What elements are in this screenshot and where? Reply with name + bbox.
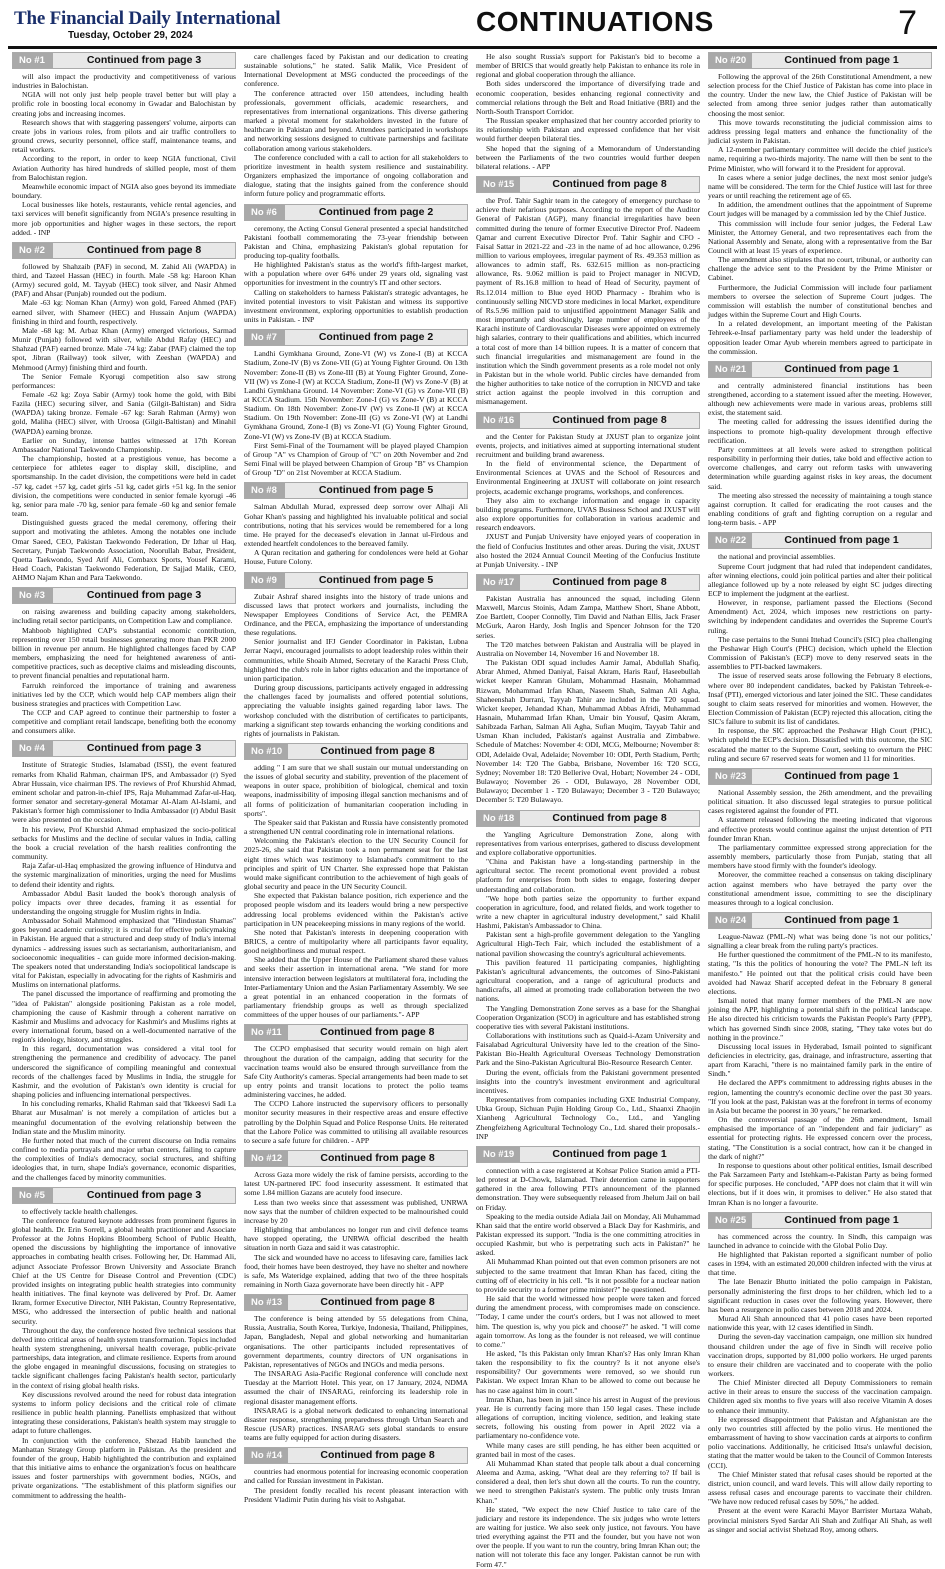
article [244, 204, 468, 325]
paragraph: The case pertains to the Sunni Ittehad Council's (SIC) plea challenging the Peshawar High Court's (PHC) decision, which upheld the Election Commission of Pakistan's (ECP) move to deny reserved seats in the assemblies to PTI-backed lawmakers. [708, 634, 932, 672]
article [244, 743, 468, 1019]
article-number: No #2 [13, 243, 53, 258]
paragraph: This pavilion featured 11 participating companies, highlighting Pakistan's agricultural advancements, the outcomes of Sino-Pakistani agricultural cooperation, and a range of agricultural products and handicrafts, all aimed at promoting trade collaboration between the two nations. [476, 957, 700, 1004]
paragraph: Supreme Court judgment that had ruled that independent candidates, after winning elections, could join political parties and alter their political allegiance followed up by a note released by eight SC judges directing ECP to implement the judgment at the earliest. [708, 561, 932, 598]
paragraph: Mahboob highlighted CAP's substantial economic contribution, representing over 150 retail businesses generating more than PKR 2000 billion in revenue per annum. He highlighted challenges faced by CAP members, emphasizing the need for heightened awareness of anti-competitive practices, such as deceptive claims and misleading discounts, to prevent financial penalties and reputational harm. [12, 625, 236, 681]
paragraph: Farrukh reinforced the importance of training and awareness initiatives led by the CCP, which would help CAP members align their business strategies and practices with Competition Law. [12, 680, 236, 708]
article-title: Continued from page 8 [320, 1152, 435, 1165]
paragraph: care challenges faced by Pakistan and our dedication to creating sustainable solutions," he stated. Salik Malik, Vice President of International Development at MSG conducted the proceedings of the conference. [244, 52, 468, 89]
article-title: Continued from page 2 [318, 205, 434, 218]
article-body [476, 830, 700, 1141]
article-number: No #11 [245, 1025, 288, 1040]
paragraph: Ambassador Abdul Basit lauded the book's thorough analysis of policy impacts over three decades, framing it as essential for understanding the ongoing struggle for Muslim rights in India. [12, 888, 236, 916]
article-number: No #3 [13, 588, 53, 603]
article [12, 52, 236, 237]
paragraph: The championship, hosted at a prestigious venue, has become a centerpiece for athletes eager to display skill, discipline, and sportsmanship. In the cadet division, the competitions were held in cadet -57 kg, cadet +57 kg, cadet girls -51 kg, cadet girls +51 kg. In the senior division, the competitions were conducted in senior female kyorugi -46 kg, senior para male -70 kg, senior para female -60 kg and senior female team. [12, 454, 236, 519]
paragraph: The amendment also stipulates that no court, tribunal, or authority can challenge the advice sent to the President by the Prime Minister or Cabinet. [708, 255, 932, 283]
paragraph: Present at the event were Karachi Mayor Barrister Murtaza Wahab, provincial ministers Syed Sardar Ali Shah and Zulfiqar Ali Shah, as well as singer and social activist Shehzad Roy, among others. [708, 1506, 932, 1534]
paragraph: A statement released following the meeting indicated that vigorous and effective protests would continue against the unjust detention of PTI founder Imran Khan. [708, 815, 932, 843]
article-body [244, 763, 468, 1019]
paragraph: NGIA will not only just help people travel better but will play a prolific role in boosting local economy in Gwadar and Balochistan by creating jobs and increasing incomes. [12, 90, 236, 118]
paragraph: In response, the SIC approached the Peshawar High Court (PHC), which upheld the ECP's decision. Dissatisfied with this outcome, the SIC escalated the matter to the Supreme Court, seeking to overturn the PHC ruling and secure 67 reserved seats for women and 11 for minorities. [708, 726, 932, 763]
paragraph: She hoped that the signing of a Memorandum of Understanding between the Parliaments of the two countries would further deepen bilateral relations. - APP [476, 143, 700, 171]
article-header [12, 587, 236, 604]
paragraph: He said that the world witnessed how people were taken and forced during the amendment process, with compromises made on conscience. "Today, I came under the court's orders, but I was not allowed to meet him. The question is, why you pick and choose?" he asked. "I will come again tomorrow. As long as the founder is not released, we will continue to come." [476, 1294, 700, 1349]
article [244, 1447, 468, 1504]
article-header [708, 1212, 932, 1229]
page-number: 7 [898, 4, 917, 42]
article-body [244, 52, 468, 199]
paragraph: Welcoming the Pakistan's election to the UN Security Council for 2025-26, she said that Pakistan took a non permanent seat for the last eight times which was testimony to Islamabad's commitment to the principles and spirit of UN Charter. She expressed hope that Pakistan would make significant contribution to the achievement of high goals of global security and peace in the UN Security Council. [244, 836, 468, 892]
article-number: No #15 [477, 177, 520, 192]
paragraph: Throughout the day, the conference hosted five technical sessions that delved into critical areas of health system transformation. Topics included health system strengthening, universal health coverage, public-private partnerships, data integration, and climate resilience. Experts from around the globe engaged in meaningful discussions, focusing on strategies to tackle significant challenges facing Pakistan's health sector, particularly in the context of rising global health risks. [12, 1325, 236, 1390]
paragraph: He further noted that much of the current discourse on India remains confined to media portrayals and major urban centers, failing to capture the complexities of India's democracy, social structures, and shifting ideologies that, in turn, shape India's governance, economic disparities, and the challenges faced by minority communities. [12, 1135, 236, 1182]
paragraph: The conference attracted over 150 attendees, including health professionals, government officials, academic researchers, and representatives from international organizations. This diverse gathering marked a pivotal moment for stakeholders invested in the future of healthcare in Pakistan and beyond. Attendees participated in workshops and networking sessions designed to cultivate partnerships and facilitate collaboration among various stakeholders. [244, 88, 468, 153]
paragraph: This move towards reconstituting the judicial commission aims to address pressing legal matters and enhance the functionality of the judicial system in Pakistan. [708, 117, 932, 146]
paragraph: The sick and wounded have no access to lifesaving care, families lack food, their homes have been destroyed, they have no shelter and nowhere is safe, Ms Wateridge explained, adding that two of the three hospitals remaining in North Gaza governorate have been directly hit - APP [244, 1252, 468, 1289]
paragraph: He expressed disappointment that Pakistan and Afghanistan are the only two countries still affected by the polio virus. He mentioned the embarrassment of having to show vaccination cards at airports to confirm polio vaccinations. Additionally, he criticised Ittsa's unlawful decision, stating that the matter would be taken to the Council of Common Interests (CCI). [708, 1414, 932, 1470]
article-body [476, 196, 700, 407]
paragraph: League-Nawaz (PML-N) what was being done 'is not our politics,' signalling a clear break from the ruling party's practices. [708, 931, 932, 951]
paragraph: Ambassador Sohail Mahmood emphasized that "Hindustan Shamas" goes beyond academic curiosity; it is crucial for effective policymaking in Pakistan. He argued that a structured and deep study of India's internal dynamics - addressing issues such as sectarianism, authoritarianism, and socioeconomic inequalities - can guide more informed decision-making. The speakers noted that understanding India's sociopolitical landscape is vital for Pakistan, especially in advocating for the rights of Kashmiris and Muslims on international platforms. [12, 916, 236, 990]
paragraph: However, in response, parliament passed the Elections (Second Amendment) Act, 2024, which imposes new restrictions on party-switching by independent candidates and overrides the Supreme Court's ruling. [708, 598, 932, 635]
article [244, 482, 468, 566]
article-body [244, 1044, 468, 1145]
paragraph: Highlighting that ambulances no longer run and civil defence teams have stopped operating, the UNRWA official described the health situation in north Gaza and said it was catastrophic. [244, 1225, 468, 1253]
masthead [8, 4, 937, 44]
paragraph: The Yangling Demonstration Zone serves as a base for the Shanghai Cooperation Organization (SCO) in agriculture and has established strong cooperative ties with several Pakistani institutions. [476, 1003, 700, 1031]
paragraph: First Semi-Final of the Tournament will be played played Champion of Group "A" vs Champion of Group of "C" on 20th November and 2nd Semi Final will be played between Champion of Group "B" vs Champion of Group "D" on 21st November at KCCA Stadium. [244, 440, 468, 478]
article [708, 532, 932, 763]
article-body [244, 1314, 468, 1442]
article-body [708, 1232, 932, 1534]
paragraph: During the event, officials from the Pakistani government presented insights into the country's investment environment and agricultural incentives. [476, 1067, 700, 1095]
paragraph: In this regard, documentation was considered a vital tool for strengthening the permanence and credibility of advocacy. The panel underscored the significance of compiling meaningful and contextual records of the challenges faced by Muslims in India, the struggle for Kashmir, and the evolution of Pakistan's own identity is crucial for shaping policies and influencing international perspectives. [12, 1044, 236, 1100]
article-title: Continued from page 1 [784, 769, 899, 782]
article-body [12, 1207, 236, 1500]
paragraph: JXUST and Punjab University have enjoyed years of cooperation in the field of Confucius Institutes and other areas. During the visit, JXUST also hosted the 2024 Annual Council Meeting of the Confucius Institute at Punjab University. - INP [476, 532, 700, 569]
paragraph: Earlier on Sunday, intense battles witnessed at 17th Korean Ambassador National Taekwondo Championship. [12, 435, 236, 454]
article-title: Continued from page 3 [86, 742, 202, 755]
newspaper-name: The Financial Daily International [14, 8, 281, 29]
paragraph: The meeting called for addressing the issues identified during the inspections to promote high-quality development through effective rectification. [708, 417, 932, 445]
article-header [12, 52, 236, 69]
article-body [708, 552, 932, 763]
paragraph: He declared the APP's commitment to addressing rights abuses in the region, lamenting the country's economic decline over the past 30 years. "If you look at the past, Pakistan was at the forefront in terms of economy in Asia but became the poorest in 30 years," he remarked. [708, 1078, 932, 1115]
article-header [12, 740, 236, 757]
article-number: No #12 [245, 1151, 288, 1166]
article [12, 242, 236, 582]
article-number: No #9 [245, 573, 285, 588]
paragraph: He highlighted that Pakistan reported a significant number of polio cases in 1994, with an estimated 20,000 children infected with the virus at that time. [708, 1249, 932, 1278]
paragraph: The conference is being attended by 55 delegations from China, Russia, Australia, South Korea, Turkiye, Indonesia, Thailand, Philippines, Japan, Bangladesh, Nepal and global networking and humanitarian organisations. The other participants included representatives of government departments, country directors of UN organisations in Pakistan, representatives of NGOs and INGOs and media persons. [244, 1314, 468, 1369]
paragraph: In addition, the amendment outlines that the appointment of Supreme Court judges will be managed by a commission led by the Chief Justice. [708, 200, 932, 219]
paragraph: In cases where a senior judge declines, the next most senior judge's name will be considered. The term for the Chief Justice will last for three years or until reaching the retirement age of 65. [708, 172, 932, 201]
article [476, 52, 700, 171]
paragraph: He also sought Russia's support for Pakistan's bid to become a member of BRICS that would greatly help Pakistan to enhance its role in regional and global cooperation through the alliance. [476, 52, 700, 80]
article-body [476, 1166, 700, 1569]
paragraph: will also impact the productivity and competitiveness of various industries in Balochistan. [12, 72, 236, 91]
article-body [12, 72, 236, 237]
article-number: No #1 [13, 53, 53, 68]
paragraph: The president fondly recalled his recent pleasant interaction with President Vladimir Putin during his visit to Ashgabat. [244, 1485, 468, 1504]
article-header [476, 412, 700, 429]
article-number: No #21 [709, 362, 752, 377]
article-header [244, 743, 468, 760]
paragraph: The Senior Female Kyorugi competition also saw strong performances: [12, 371, 236, 390]
paragraph: Speaking to the media outside Adiala Jail on Monday, Ali Muhammad Khan said that the entire world observed a Black Day for Kashmiris, and Pakistan expressed its support. "India is the one committing atrocities in occupied Kashmir, but who is perpetrating such acts in Pakistan?" he asked. [476, 1211, 700, 1258]
paragraph: Both sides underscored the importance of diversifying trade and economic cooperation, besides enhancing regional connectivity and commercial relations through the Belt and Road Initiative (BRI) and the North-South Transport Corridor. [476, 79, 700, 116]
article-number: No #25 [709, 1213, 752, 1228]
article-title: Continued from page 8 [552, 575, 667, 588]
paragraph: Calling on stakeholders to harness Pakistan's strategic advantages, he invited potential investors to visit Pakistan and witness its supportive investment environment, exploring opportunities to establish production units in Pakistan. - INP [244, 287, 468, 325]
article-number: No #24 [709, 913, 752, 928]
article [244, 329, 468, 477]
paragraph: She noted that Pakistan's interests in deepening cooperation with BRICS, a centre of multipolarity where all participants favor equality, good neighborliness and mutual respect. [244, 927, 468, 956]
paragraph: Pakistan sent a high-profile government delegation to the Yangling Agricultural High-Tech Fair, which included the establishment of a national pavilion showcasing the country's agricultural achievements. [476, 930, 700, 958]
article-header [708, 52, 932, 69]
paragraph: Furthermore, the Judicial Commission will include four parliament members to oversee the selection of Supreme Court judges. The commission will establish the number of constitutional benches and judges within the Supreme Court and High Courts. [708, 282, 932, 320]
column-2 [244, 52, 468, 1524]
article-title: Continued from page 3 [86, 589, 202, 602]
paragraph: She added that the Upper House of the Parliament shared these values and seeks their assertion in international arena. "We stand for more intensive interaction between legislators at multilateral fora, including the Inter-Parliamentary Union and the Asian Parliamentary Assembly. We see a great potential in an enhanced cooperation in the formats of parliamentary friendship groups as well as through specialized committees of the upper houses of our parliaments."- APP [244, 955, 468, 1020]
article [12, 587, 236, 735]
article-body [244, 1467, 468, 1504]
article-header [244, 482, 468, 499]
article-body [708, 72, 932, 356]
paragraph: Murad Ali Shah announced that 41 polio cases have been reported nationwide this year, with 12 cases identified in Sindh. [708, 1314, 932, 1333]
article-title: Continued from page 1 [784, 534, 899, 547]
paragraph: The conference concluded with a call to action for all stakeholders to prioritize investment in health system resilience and sustainability. Organizers emphasized the importance of ongoing collaboration and dialogue, stating that the insights gained from the conference should inform future policy and programmatic efforts. [244, 152, 468, 199]
paragraph: He highlighted Pakistan's status as the world's fifth-largest market, with a population where over 64% under 29 years old, signaling vast opportunities for investment in the country's IT and other sectors. [244, 260, 468, 288]
paragraph: The late Benazir Bhutto initiated the polio campaign in Pakistan, personally administering the first drops to her children, which led to a significant reduction in cases over the following years. However, there has been a resurgence in polio cases between 2018 and 2024. [708, 1277, 932, 1314]
article-number: No #14 [245, 1448, 288, 1463]
article [708, 52, 932, 356]
article-body [12, 262, 236, 582]
article-number: No #5 [13, 1188, 53, 1203]
paragraph: The CCPO emphasised that security would remain on high alert throughout the duration of the campaign, adding that security for the vaccination teams would also be ensured through surveillance from the Safe City Authority's cameras. Special arrangements had been made to set up entry points and transit locations to protect the polio teams administering vaccines, he added. [244, 1044, 468, 1100]
paragraph: In a related development, an important meeting of the Pakistan Tehreek-e-Insaf parliamentary party was held under the leadership of opposition leader Omar Ayub wherein members agreed to participate in the commission. [708, 319, 932, 356]
article [708, 1212, 932, 1534]
article-number: No #13 [245, 1295, 288, 1310]
paragraph: Ismail noted that many former members of the PML-N are now joining the APP, highlighting a potential shift in the political landscape. He also directed his criticism towards the Pakistan People's Party (PPP), which has governed Sindh since 2008, stating, "They take votes but do nothing in the province." [708, 996, 932, 1042]
paragraph: The Chief Minister stated that refusal cases should be reported at the district, union council, and ward levels. This will allow daily reporting to assess refusal cases and encourage parents to vaccinate their children. "We have now reduced refusal cases by 50%," he added. [708, 1469, 932, 1507]
paragraph: On the controversial passage of the 26th amendment, Ismail emphasised the importance of an "independent and fair judiciary" as essential for protecting rights. He expressed concern over the process, stating, "The Constitution is a social contract, how can it be changed in the dark of night?" [708, 1115, 932, 1161]
article-header [708, 532, 932, 549]
paragraph: the Prof. Tahir Saghir team in the category of emergency purchase to achieve their nefarious purposes. According to the report of the Auditor General of Pakistan (AGP), many financial irregularities have been committed during the tenure of former Executive Director Prof. Nadeem Qamar and current Executive Director Prof. Tahir Saghir and CFO - Faisal Sattar in 2021-22 and -23 in the name of ad hoc allowance, 0.296 million to various employees, irregular payment of Rs. 49.353 million as allowances to admin staff, Rs. 632.615 million as non-practicing allowance, Rs. 9.062 million is paid to Project manager in NICVD, payment of Rs.16.8 million to head of Head of Security, payment of Rs.12.014 million to Blue eyed HOD Pharmacy - Ibrahim who is continuously selling NICVD store medicines in local Market, expenditure of Rs.5.96 million paid to unjustified appointment Manager Salik and most importantly and shockingly, large number of employees of the Karachi institute of Cardiovascular Diseases were appointed on extremely high salaries, contrary to their qualifications and abilities, which incurred a total cost of more than 14 billion rupees. It is a matter of concern that such financial irregularities and mismanagement are found in the institution which the Sindh government presents as a role model not only in Pakistan but in the whole world. Public circles have demanded from the higher authorities to take notice of the corruption in NICVD and take strict action against the people involved in this corruption and mismanagement. [476, 196, 700, 407]
paragraph: Less than two weeks since that assessment was published, UNRWA now says that the number of children expected to be malnourished could increase by 20 [244, 1197, 468, 1225]
paragraph: In the field of environmental science, the Department of Environmental Sciences at UVAS and the School of Resources and Environmental Engineering at JXUST will collaborate on joint research projects, academic exchange programs, workshops, and conferences. [476, 459, 700, 496]
paragraph: During the seven-day vaccination campaign, one million six hundred thousand children under the age of five in Sindh will receive polio vaccination drops, supported by 81,000 polio workers. He urged parents to ensure their children are vaccinated and to cooperate with the polio workers. [708, 1332, 932, 1378]
paragraph: Following the approval of the 26th Constitutional Amendment, a new selection process for the Chief Justice of Pakistan has come into place in the country. Under the new law, the Chief Justice of Pakistan will be selected from among three senior judges rather than automatically choosing the most senior. [708, 72, 932, 118]
article-number: No #8 [245, 483, 285, 498]
article-body [244, 1170, 468, 1289]
article-title: Continued from page 5 [318, 484, 434, 497]
article-title: Continued from page 8 [320, 1026, 435, 1039]
article-header [476, 1146, 700, 1163]
article-title: Continued from page 2 [318, 331, 434, 344]
paragraph: connection with a case registered at Kohsar Police Station amid a PTI-led protest at D-Chowk, Islamabad. Their detention came in supporters gathered in the area following PTI's announcement of the planned demonstration. They were subsequently released from Jhelum Jail on bail on Friday. [476, 1165, 700, 1212]
paragraph: According to the report, in order to keep NGIA functional, Civil Aviation Authority has hired hundreds of skilled people, most of them from Balochistan region. [12, 154, 236, 182]
paragraph: She expected that Pakistan balance position, rich experience and the proposed people wisdom and its leaders would bring a new perspective addressing local problems evidenced within the Pakistan's active participation in UN peacekeeping missions in many regions of the world. [244, 891, 468, 928]
issue-date: Tuesday, October 29, 2024 [68, 30, 193, 41]
article-title: Continued from page 8 [86, 243, 202, 256]
paragraph: Collaborations with institutions such as Quaid-i-Azam University and Faisalabad Agricultural University have led to the creation of the Sino-Pakistan Bio-Health Agricultural Overseas Technology Demonstration Park and the Sino-Pakistan Agricultural Bio-Resource Research Center. [476, 1031, 700, 1068]
article-body [244, 224, 468, 325]
paragraph: followed by Shahzaib (PAF) in second, M. Zahid Ali (WAPDA) in third, and Tazeel Hassan (HEC) in fourth. Male -58 kg: Haroon Khan (Army) secured gold, M. Tayyab (HEC) took silver, and Nasir Ahmed (PAF) and Ahsar (Punjab) rounded out the podium. [12, 261, 236, 299]
paragraph: Representatives from companies including GXE Industrial Company, Ubka Group, Sichuan Pujin Holding Group Co., Ltd., Shaanxi Zhaojin Xianheng Agricultural Technology Co., Ltd., and Yangling Zhengfeizheng Agricultural Technology Co., Ltd. shared their proposals.- INP [476, 1095, 700, 1141]
article-body [708, 788, 932, 907]
paragraph: Ali Muhammad Khan stated that people talk about a dual concerning Aleema and Azma, asking, "What deal are they referring to? If bail is considered a deal, then let's shut down all the courts. To run the country, we need to strengthen Pakistan's system. The public only trusts Imran Khan." [476, 1458, 700, 1505]
paragraph: Pakistan Australia has announced the squad, including Glenn Maxwell, Marcus Stoinis, Adam Zampa, Matthew Short, Shane Abbott, Zoe Bartlett, Cooper Connolly, Tim David and Nathan Ellis, Jack Fraser McGurk, Aaron Hardy, Josh Inglis and Spencer Johnson for the T20 series. [476, 593, 700, 640]
paragraph: The meeting also stressed the necessity of maintaining a tough stance against corruption. It called for eradicating the root causes and the enabling conditions of graft and fighting corruption on a regular and long-term basis. - APP [708, 490, 932, 528]
article-body [12, 760, 236, 1181]
paragraph: ceremony, the Acting Consul General presented a special handstitched Pakistani football commemorating the 73-year friendship between Pakistan and China, emphasizing Pakistan's global reputation for producing top-quality footballs. [244, 223, 468, 260]
article [244, 52, 468, 199]
paragraph: In his review, Prof Khurshid Ahmad emphasized the socio-political setbacks for Muslims and the decline of secular values in India, calling the book a crucial revelation of the harsh realities confronting the community. [12, 824, 236, 862]
paragraph: Institute of Strategic Studies, Islamabad (ISSI), the event featured remarks from Khalid Rahman, chairman IPS, and Ambassador (r) Syed Abrar Hussain, vice chairman IPS. The reviews of Prof Khurshid Ahmad, eminent scholar and patron-in-chief IPS, Raja Muhammad Zafar-ul-Haq, former senator and secretary-general Motamar Al-Alam Al-Islami, and Pakistan's former high commissioner to India Ambassador (r) Abdul Basit were also presented on the occasion. [12, 760, 236, 825]
section-title: CONTINUATIONS [476, 6, 714, 37]
article-header [476, 810, 700, 827]
paragraph: Moreover, the committee reached a consensus on taking disciplinary action against members who have betrayed the party over the constitutional amendment issue, committing to see the disciplinary measures through to a logical conclusion. [708, 870, 932, 907]
paragraph: The Russian speaker emphasized that her country accorded priority to its relationship with Pakistan and expressed confidence that her visit would further deepen bilateral ties. [476, 116, 700, 144]
article-title: Continued from page 1 [552, 1147, 667, 1160]
paragraph: The Pakistan ODI squad includes Aamir Jamal, Abdullah Shafiq, Abrar Ahmed, Ahmed Daniyal, Faisal Akram, Haris Rauf, Haseebullah wicket keeper Kamran Ghulam, Mohammad Hasnain, Mohammad Rizwan, Mohammad Irfan Khan, Naseem Shah, Salman Ali Agha, Shaheenshah Durrani, Tayyab Tahir are included in the T20 squad. Wicket keeper, Jehandad Khan, Muhammad Abbas Afridi, Muhammad Hasnain, Muhammad Irfan Khan, Umair bin Yousuf, Qasim Akram, Sahibzada Farhan, Salman Ali Agha, Sufian Muqim, Tayyab Tahir and Usman Khan included, Pakistan's against Australia and Zimbabwe. Schedule of Matches: November 4: ODI, MCG, Melbourne; November 8: ODI, Adelaide Oval, Adelaide; November 10: ODI, Perth Stadium, Perth; November 14: T20 The Gabba, Brisbane, November 16: T20 SCG, Sydney; November 18: T20 Bellerive Oval, Hobart; November 24 - ODI, Bulawayo; November 26 - ODI, Bulawayo, 28 November ODI, Bulawayo; December 1 - T20 Bulawayo; December 3 - T20 Bulawayo; December 5: T20 Bulawayo. [476, 658, 700, 805]
article-title: Continued from page 8 [552, 811, 667, 824]
paragraph: Local businesses like hotels, restaurants, vehicle rental agencies, and taxi services will benefit significantly from NGIA's presence resulting in more job opportunities and higher wages in these sectors, the report added. - INP [12, 200, 236, 237]
article-number: No #19 [477, 1147, 520, 1162]
article-number: No #23 [709, 769, 752, 784]
article-title: Continued from page 8 [320, 1296, 435, 1309]
paragraph: Female -62 kg: Zoya Sabir (Army) took home the gold, with Bibi Fazila (HEC) securing silver, and Sania (Gilgit-Baltistan) and Sidra (WAPDA) taking bronze. Female -67 kg: Sarah Rahman (Army) won gold, Maliha (HEC) silver, with Uroosa (Gilgit-Baltistan) and Minahil (WAPDA) earning bronze. [12, 390, 236, 436]
paragraph: Salman Abdullah Murad, expressed deep sorrow over Alhaji Ali Gohar Khan's passing and highlighted his invaluable political and social contributions, noting that his services would be remembered for a long time. He prayed for the deceased's elevation in Jannat ul-Firdous and extended heartfelt condolences to the bereaved family. [244, 502, 468, 549]
paragraph: The issue of reserved seats arose following the February 8 elections, where over 80 independent candidates, backed by Pakistan Tehreek-e-Insaf (PTI), emerged victorious and later joined the SIC. These candidates sought to claim seats reserved for minorities and women. However, the Election Commission of Pakistan (ECP) rejected this allocation, citing the SIC's failure to submit its list of candidates. [708, 671, 932, 727]
paragraph: Key discussions revolved around the need for robust data integration systems to inform policy decisions and the critical role of climate resilience in public health planning. Panellists emphasized that without integrating these considerations, Pakistan's health system may struggle to adapt to future challenges. [12, 1389, 236, 1436]
article-body [244, 349, 468, 477]
article-number: No #4 [13, 741, 53, 756]
article-number: No #18 [477, 811, 520, 826]
paragraph: the Yangling Agriculture Demonstration Zone, along with representatives from various enterprises, gathered to discuss development and explore collaborative opportunities. [476, 829, 700, 857]
article-header [244, 1150, 468, 1167]
article [708, 912, 932, 1207]
article-title: Continued from page 8 [320, 745, 435, 757]
paragraph: the national and provincial assemblies. [718, 552, 836, 562]
article [476, 574, 700, 805]
paragraph: The CCPO Lahore instructed the supervisory officers to personally monitor security measures in their respective areas and ensure effective patrolling by the Dolphin Squad and Police Response Units. He reiterated that the Lahore Police was committed to utilising all available resources to secure a safe future for children. - APP [244, 1099, 468, 1145]
article-title: Continued from page 3 [86, 54, 202, 66]
article-title: Continued from page 1 [784, 913, 899, 926]
paragraph: They also aim to exchange information and engage in capacity building programs. Furthermore, UVAS Business School and JXUST will also explore opportunities for collaboration in various academic and research endeavors. [476, 495, 700, 533]
paragraph: Imran Khan, has been in jail since his arrest in August of the previous year. He is currently facing more than 150 legal cases. These include allegations of corruption, inciting violence, sedition, and leaking state secrets, following his ousting from power in April 2022 via a parliamentary no-confidence vote. [476, 1394, 700, 1441]
paragraph: In response to questions about other political entities, Ismail described the Pak Sarzameen Party and Istehkam-e-Pakistan Party as being formed for specific purposes. He concluded, "APP does not claim that it will win elections, but if it does win, it promises to deliver." He also stated that Imran Khan is no longer a favourite. [708, 1160, 932, 1207]
article-body [476, 432, 700, 569]
article [708, 361, 932, 528]
paragraph: In conjunction with the conference, Shezad Habib launched the Manhattan Strategy Group platform in Pakistan. As the president and founder of the group, Habib highlighted the contribution and explained that this initiative aims to enhance the organization's focus on healthcare issues and foster partnerships with government bodies, NGOs, and private organizations. "The establishment of this platform signifies our commitment to addressing the health- [12, 1435, 236, 1500]
article-body [476, 52, 700, 171]
article-columns [12, 52, 933, 1569]
article-number: No #22 [709, 533, 752, 548]
paragraph: Male -63 kg: Noman Khan (Army) won gold, Fareed Ahmed (PAF) earned silver, with Shameer (HEC) and Hussain Anjum (WAPDA) finishing in third and fourth, respectively. [12, 298, 236, 326]
article [708, 768, 932, 907]
article-title: Continued from page 1 [784, 1213, 899, 1226]
article-body [12, 607, 236, 735]
article-number: No #7 [245, 330, 285, 345]
paragraph: He asked, "Is this Pakistan only Imran Khan's? Has only Imran Khan taken the responsibility to fix the country? Is it not anyone else's responsibility? Our governments were removed, so we should run Pakistan. We expect Imran Khan to be allowed to come out because he has no case against him in court." [476, 1349, 700, 1395]
article-number: No #10 [245, 744, 288, 759]
article-header [244, 204, 468, 221]
paragraph: Male -68 kg: M. Arbaz Khan (Army) emerged victorious, Sarmad Munir (Punjab) followed with silver, while Abdul Rafay (HEC) and Shahzad (PAF) earned bronze. Male -74 kg: Zabar (PAF) claimed the top spot, Jibran (Railway) took silver, with Zeeshan (WAPDA) and Mehmood (Army) finishing third and fourth. [12, 325, 236, 372]
article-body [708, 381, 932, 528]
column-3 [476, 52, 700, 1569]
paragraph: has commenced across the country. In Sindh, this campaign was launched in advance to coincide with the Global Polio Day. [708, 1231, 932, 1250]
paragraph: The CCP and CAP agreed to continue their partnership to foster a competitive and compliant retail landscape, benefiting both the economy and consumers alike. [12, 708, 236, 736]
article-header [476, 176, 700, 193]
paragraph: "China and Pakistan have a long-standing partnership in the agricultural sector. The recent promotional event provided a robust platform for enterprises from both sides to engage, fostering deeper understanding and collaboration. [476, 857, 700, 894]
paragraph: countries had enormous potential for increasing economic cooperation and called for Russian investment in Pakistan. [244, 1467, 468, 1486]
article-header [12, 242, 236, 259]
paragraph: The Chief Minister directed all Deputy Commissioners to remain active in their areas to ensure the success of the vaccination campaign. Children aged six months to five years will also receive Vitamin A doses to enhance their immunity. [708, 1378, 932, 1415]
paragraph: The conference featured keynote addresses from prominent figures in global health. Dr. Erin Sorrell, a global health practitioner and Associate Professor at the Johns Hopkins Bloomberg School of Public Health, opened the discussions by highlighting the importance of innovative approaches in combating health crises. Following her, Dr. Hammad Ali, adjunct Associate Professor Brown University and Associate Branch Chief at the US Centre for Disease Control and Prevention (CDC) provided insights on integrating public health strategies into community health initiatives. The final keynote was delivered by Prof. Dr. Aamer Ikram, former Executive Director, NIH Pakistan, Country Representative, MSG, who addressed the intersection of public health and national security. [12, 1215, 236, 1326]
article-header [244, 1024, 468, 1041]
paragraph: Landhi Gymkhana Ground, Zone-VI (W) vs Zone-I (B) at KCCA Stadium, Zone-IV (B) vs Zone-VII (G) at Young Fighter Ground. On 13th November: Zone-II (B) vs Zone-III (B) at Young Fighter Ground, Zone-VII (W) vs Zone-I (W) at KCCA Stadium, Zone-II (W) vs Zone-V (B) at Landhi Gymkhana Ground. 14 November: Zone-VI (G) vs Zone-VII (B) at KCCA Stadium. 15th November: Zone-I (G) vs Zone-V (B) at KCCA Stadium. On 18th November: Zone-IV (W) vs Zone-II (W) at KCCA Stadium. On 19th November: Zone-III (G) vs Zone-VI (W) at Landhi Gymkhana Ground, Zone-I (B) vs Zone-VI (G) Young Fighter Ground, Zone-VI (W) vs Zone-IV (B) at KCCA Stadium. [244, 349, 468, 441]
paragraph: INSARAG is a global network dedicated to enhancing international disaster response, strengthening preparedness through Urban Search and Rescue (USAR) practices. INSARAG sets global standards to ensure teams are fully equipped for action during disasters. [244, 1405, 468, 1443]
paragraph: In his concluding remarks, Khalid Rahman said that 'Ikkeesvi Sadi La Bharat aur Musalman' is not merely a compilation of articles but a meaningful documentation of the evolving relationship between the Indian state and the Muslim minority. [12, 1099, 236, 1136]
paragraph: and the Center for Pakistan Study at JXUST plan to organize joint events, projects, and initiatives aimed at supporting international student recruitment and building brand awareness. [476, 431, 700, 459]
article [12, 1187, 236, 1500]
paragraph: on raising awareness and building capacity among stakeholders, including retail sector participants, on Competition Law and compliance. [12, 607, 236, 626]
paragraph: While many cases are still pending, he has either been acquitted or granted bail in most of the cases. [476, 1440, 700, 1459]
article-header [244, 572, 468, 589]
article-title: Continued from page 1 [784, 362, 899, 375]
article-title: Continued from page 8 [552, 178, 667, 191]
paragraph: Ali Muhammad Khan pointed out that even common prisoners are not subjected to the same treatment that Imran Khan has faced, citing the cutting off of electricity in his cell. "Is it not possible for a nuclear nation to provide security to a former prime minister?" he questioned. [476, 1257, 700, 1294]
article-header [476, 574, 700, 591]
paragraph: Raja Zafar-ul-Haq emphasized the growing influence of Hindutva and the systemic marginalization of minorities, urging the need for Muslims to defend their identity and rights. [12, 861, 236, 889]
paragraph: The panel discussed the importance of reaffirming and promoting the "idea of Pakistan" alongside positioning Pakistan as a role model, championing the cause of Kashmir through a coherent narrative on Kashmir and Muslims and advocacy for Kashmir's and Muslims rights at every international forum, based on a well-documented narrative of the region's ideology, history, and struggles. [12, 989, 236, 1045]
paragraph: The T20 matches between Pakistan and Australia will be played in Australia on November 14, November 16 and November 18. [476, 639, 700, 658]
article-title: Continued from page 1 [784, 54, 899, 66]
article [244, 572, 468, 739]
article-title: Continued from page 3 [86, 1188, 202, 1201]
paragraph: adding " I am sure that we shall sustain our mutual understanding on the issues of global security and stability, prevention of the placement of weapons in outer space, prohibition of biological, chemical and toxin weapons, inadmissibility of imposing illegal sanction mechanisms and of all forms of politicization of humanitarian cooperation including in sports". [244, 763, 468, 818]
article-number: No #16 [477, 413, 520, 428]
article-header [708, 912, 932, 929]
article-body [476, 594, 700, 805]
paragraph: A 12-member parliamentary committee will decide the chief justice's name, requiring a two-thirds majority. The name will then be sent to the Prime Minister, who will forward it to the President for approval. [708, 145, 932, 173]
article-title: Continued from page 8 [320, 1449, 435, 1462]
article-header [244, 1294, 468, 1311]
column-4 [708, 52, 932, 1534]
article-number: No #20 [709, 53, 752, 68]
column-1 [12, 52, 236, 1524]
paragraph: Discussing local issues in Hyderabad, Ismail pointed to significant deficiencies in electricity, gas, drainage, and infrastructure, asserting that apart from Karachi, "there is no maintained family park in the entire of Sindh." [708, 1041, 932, 1079]
paragraph: Party committees at all levels were asked to strengthen political responsibility in performing their duties, take bold and effective action to overcome challenges, and carry out reform tasks with unwavering determination while guarding against risks in key areas, the document said. [708, 444, 932, 491]
paragraph: A Quran recitation and gathering for condolences were held at Gohar House, Future Colony. [244, 548, 468, 567]
paragraph: This commission will include four senior judges, the Federal Law Minister, the Attorney General, and two representatives each from the National Assembly and Senate, along with a representative from the Bar Council with at least 15 years of experience. [708, 218, 932, 255]
article-header [12, 1187, 236, 1204]
article [244, 1024, 468, 1145]
article [476, 810, 700, 1141]
paragraph: "We hope both parties seize the opportunity to further expand cooperation in agriculture, food, and related fields, and work together to write a new chapter in agricultural industry development," said Khalil Hashmi, Pakistan's Ambassador to China. [476, 893, 700, 931]
paragraph: Senior journalist and IFJ Gender Coordinator in Pakistan, Lubna Jerrar Naqvi, encouraged journalists to adopt leadership roles within their communities, while Shoaib Ahmed, Secretary of the Karachi Press Club, highlighted the club's role in labor rights education and the importance of union participation. [244, 637, 468, 683]
masthead-rule [8, 46, 937, 49]
paragraph: The parliamentary committee expressed strong appreciation for the assembly members, particularly those from Punjab, stating that all members have stood firmly with the founder's ideology. [708, 842, 932, 871]
paragraph: The Speaker said that Pakistan and Russia have consistently promoted a strengthened UN central coordinating role in international relations. [244, 817, 468, 837]
article [476, 1146, 700, 1569]
article [244, 1150, 468, 1289]
paragraph: National Assembly session, the 26th amendment, and the prevailing political situation. It also discussed legal strategies to pursue political cases registered against the founder of PTI. [708, 787, 932, 816]
article [244, 1294, 468, 1442]
article-body [708, 932, 932, 1207]
article-header [708, 768, 932, 785]
paragraph: He further questioned the commitment of the PML-N to its manifesto, stating, "Is this the politics of honouring the vote? The PML-N left its manifesto." He pointed out that the political crisis could have been avoided had Nawaz Sharif accepted defeat in the February 8 general elections. [708, 950, 932, 996]
paragraph: During group discussions, participants actively engaged in addressing the challenges faced by journalists and offered potential solutions, appreciating the valuable insights gained regarding labor laws. The workshop concluded with the distribution of certificates to participants, marking a significant step towards enhancing the working conditions and rights of journalists in Pakistan. [244, 683, 468, 738]
article-number: No #17 [477, 575, 520, 590]
paragraph: Research shows that with staggering passengers' volume, airports can create jobs in various roles, from pilots and air traffic controllers to ground crews, security personnel, office staff, maintenance teams, and retail workers. [12, 117, 236, 155]
paragraph: and centrally administered financial institutions has been strengthened, according to a statement issued after the meeting. However, although new achievements were made in various areas, problems still exist, the statement said. [708, 380, 932, 418]
article-body [244, 502, 468, 566]
paragraph: Across Gaza more widely the risk of famine persists, according to the latest UN-partnered IPC food insecurity assessment. It estimated that some 1.84 million Gazans are acutely food insecure. [244, 1170, 468, 1198]
article-number: No #6 [245, 205, 285, 220]
paragraph: Meanwhile economic impact of NGIA also goes beyond its immediate boundary. [12, 181, 236, 201]
paragraph: The INSARAG Asia-Pacific Regional conference will conclude next Tuesday at the Marriott Hotel. This year, on 17 January, 2024, NDMA assumed the chair of INSARAG, reinforcing its leadership role in regional disaster management efforts. [244, 1369, 468, 1406]
article-header [708, 361, 932, 378]
article [476, 176, 700, 407]
article-body [244, 592, 468, 739]
article-title: Continued from page 8 [552, 413, 667, 426]
paragraph: He stated, "We expect the new Chief Justice to take care of the judiciary and restore its independence. The six judges who wrote letters are waiting for justice. We also seek only justice, not favours. You have tried everything against the PTI and the founder, but you have not won over the people. If you want to run the country, bring Imran Khan out; the nation will not tolerate this face any longer. Pakistan cannot be run with Form 47." [476, 1504, 700, 1569]
article-header [244, 329, 468, 346]
paragraph: Zubair Ashraf shared insights into the history of trade unions and discussed laws that protect workers and journalists, including the Newspaper Employees Conditions of Service Act, the PEMRA Ordinance, and the PECA, emphasizing the importance of understanding these regulations. [244, 591, 468, 638]
article [476, 412, 700, 569]
paragraph: Distinguished guests graced the medal ceremony, offering their support and motivating the athletes. Among the notables one include Omar Saeed, CEO, Pakistan Taekwondo Federation, Dr Izhar ul Haq, Secretary, Punjab Taekwondo Association, Noorullah Babar, President, Quetta Taekwondo, Syed Arif Ali, Combaxx Sports, Yousef Karami, Head Coach, Pakistan Taekwondo Federation, Dr Sajjad Malik, CEO, AHMO Najam Khan and Para Taekwondo. [12, 518, 236, 583]
paragraph: to effectively tackle health challenges. [22, 1206, 138, 1216]
article [12, 740, 236, 1181]
article-title: Continued from page 5 [318, 573, 434, 586]
article-header [244, 1447, 468, 1464]
